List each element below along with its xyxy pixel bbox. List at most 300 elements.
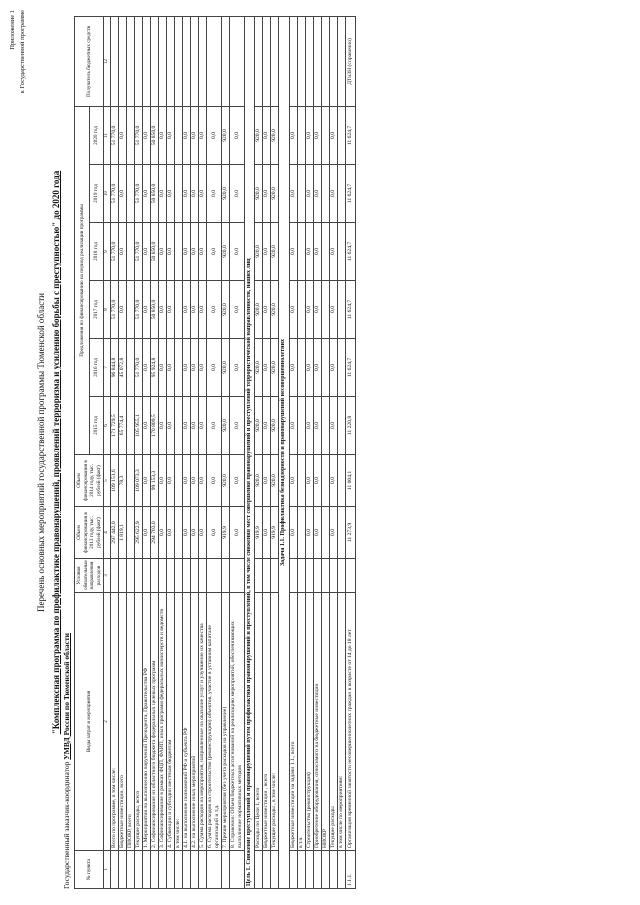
customer-label: Государственный заказчик-координатор: [62, 761, 71, 889]
row-value-cell: 0,0: [289, 507, 297, 559]
row-value-cell: 0,0: [230, 455, 245, 507]
appendix-line-1: Приложение 1: [9, 10, 16, 50]
row-value-cell: 0,0: [159, 397, 167, 455]
row-value-cell: 0,0: [305, 106, 313, 164]
row-name-cell: 1. Мероприятия по выполнению поручений Президента, Правительства РФ: [143, 593, 151, 851]
appendix-line-2: к Государственной программе: [19, 10, 27, 94]
row-value-cell: [321, 106, 329, 164]
row-number-cell: [175, 851, 183, 889]
table-row: [199, 16, 207, 888]
row-value-cell: 0,0: [329, 281, 337, 339]
table-row: [271, 16, 279, 888]
row-value-cell: 920,0: [222, 339, 230, 397]
row-value-cell: 0,0: [167, 455, 175, 507]
row-value-cell: 0,0: [329, 455, 337, 507]
row-number-cell: [151, 851, 159, 889]
row-value-cell: [337, 507, 345, 559]
header-y2017: 2017 год: [89, 281, 104, 339]
row-terms-cell: [199, 559, 207, 593]
row-value-cell: 11 624,7: [345, 281, 355, 339]
row-number-cell: [297, 851, 305, 889]
row-value-cell: 0,0: [329, 339, 337, 397]
goal-1-heading: Цель 1. Снижение преступлений и правонарушений путем профилактики правонарушений и преступлений, в том числе снижения мест совершения правонарушений и преступлений террористической направленности, наших лиц: [244, 16, 255, 888]
row-value-cell: [321, 223, 329, 281]
row-terms-cell: [127, 559, 135, 593]
row-value-cell: 0,0: [289, 281, 297, 339]
row-value-cell: 0,0: [305, 281, 313, 339]
table-row: [183, 16, 191, 888]
row-terms-cell: [305, 559, 313, 593]
row-value-cell: [297, 281, 305, 339]
row-number-cell: [207, 851, 222, 889]
table-row: [305, 16, 313, 888]
row-terms-cell: [297, 559, 305, 593]
row-value-cell: 51 770,0: [135, 223, 143, 281]
row-terms-cell: [151, 559, 159, 593]
row-value-cell: 0,0: [167, 507, 175, 559]
row-value-cell: 0,0: [159, 339, 167, 397]
row-number-cell: [329, 851, 337, 889]
title-line-1: Перечень основных мероприятий государственной программы Тюменской области: [36, 293, 46, 612]
row-value-cell: 0,0: [313, 507, 321, 559]
row-source-cell: [143, 16, 151, 106]
row-value-cell: [321, 165, 329, 223]
row-value-cell: 109 073,3: [135, 455, 143, 507]
table-row: [313, 16, 321, 888]
row-value-cell: 919,9: [255, 507, 263, 559]
row-value-cell: 109 151,6: [111, 455, 119, 507]
row-source-cell: [297, 16, 305, 106]
row-value-cell: 294 703,0: [151, 507, 159, 559]
table-row: [329, 16, 337, 888]
row-value-cell: [337, 223, 345, 281]
row-value-cell: 0,0: [191, 281, 199, 339]
row-value-cell: 170 809,5: [151, 397, 159, 455]
row-value-cell: 0,0: [313, 223, 321, 281]
row-value-cell: 0,0: [263, 281, 271, 339]
row-value-cell: [337, 106, 345, 164]
column-number-row: [104, 16, 111, 888]
row-value-cell: [321, 397, 329, 455]
row-value-cell: [321, 455, 329, 507]
table-row: [159, 16, 167, 888]
row-terms-cell: [313, 559, 321, 593]
row-value-cell: 0,0: [191, 223, 199, 281]
row-name-cell: Всего по программе, в том числе:: [111, 593, 119, 851]
row-value-cell: 920,0: [271, 455, 279, 507]
row-value-cell: [297, 106, 305, 164]
row-value-cell: 0,0: [263, 106, 271, 164]
row-value-cell: 0,0: [191, 507, 199, 559]
row-number-cell: [313, 851, 321, 889]
header-row-1: [75, 16, 90, 888]
header-forecast: Предложения по финансированию на период реализации программы: [75, 106, 90, 454]
row-number-cell: [127, 851, 135, 889]
header-y2020: 2020 год: [89, 106, 104, 164]
row-name-cell: Бюджетные инвестиции, всего: [119, 593, 127, 851]
column-number-cell: 4: [104, 507, 111, 559]
row-value-cell: 0,0: [143, 223, 151, 281]
row-value-cell: 99 153,3: [151, 455, 159, 507]
row-terms-cell: [159, 559, 167, 593]
row-value-cell: [127, 455, 135, 507]
row-value-cell: 78,3: [119, 455, 127, 507]
row-number-cell: [135, 851, 143, 889]
row-value-cell: 11 624,7: [345, 165, 355, 223]
row-source-cell: [111, 16, 119, 106]
row-number-cell: [321, 851, 329, 889]
column-number-cell: 1: [104, 851, 111, 889]
row-value-cell: 0,0: [305, 397, 313, 455]
goal-1-heading-row: [244, 16, 255, 888]
row-value-cell: 0,0: [289, 455, 297, 507]
row-value-cell: 50 850,0: [151, 281, 159, 339]
task-1-1-heading-row: [279, 16, 290, 888]
row-name-cell: 3. Софинансирование в рамках ФЦП, ФАИП, иных программ федеральных министерств и ведомств: [159, 593, 167, 851]
row-value-cell: [175, 223, 183, 281]
row-value-cell: 0,0: [305, 507, 313, 559]
row-name-cell: Бюджетные инвестиции , всего: [263, 593, 271, 851]
row-value-cell: 0,0: [143, 106, 151, 164]
row-name-cell: Строительство (реконструкция): [305, 593, 313, 851]
row-source-cell: ДТиЗН (справочно): [345, 16, 355, 106]
row-value-cell: 0,0: [183, 223, 191, 281]
row-value-cell: [127, 507, 135, 559]
row-number-cell: [191, 851, 199, 889]
row-source-cell: [199, 16, 207, 106]
row-source-cell: [271, 16, 279, 106]
table-row: [337, 16, 345, 888]
row-value-cell: 0,0: [167, 223, 175, 281]
column-number-cell: 6: [104, 397, 111, 455]
row-source-cell: [263, 16, 271, 106]
row-value-cell: [127, 223, 135, 281]
row-terms-cell: [183, 559, 191, 593]
row-number-cell: [289, 851, 297, 889]
row-value-cell: 0,0: [159, 165, 167, 223]
row-value-cell: 920,0: [222, 165, 230, 223]
row-value-cell: 0,0: [289, 223, 297, 281]
measures-table-wrap: [74, 17, 356, 889]
row-value-cell: 0,0: [143, 507, 151, 559]
column-number-cell: 12: [104, 16, 111, 106]
row-source-cell: [313, 16, 321, 106]
header-y2015: 2015 год: [89, 397, 104, 455]
table-row: [289, 16, 297, 888]
header-no: № пункта: [75, 851, 104, 889]
row-number-cell: [305, 851, 313, 889]
row-value-cell: 0,0: [159, 106, 167, 164]
row-value-cell: 0,0: [159, 507, 167, 559]
row-name-cell: ПИОКР, всего: [127, 593, 135, 851]
row-value-cell: [175, 165, 183, 223]
row-value-cell: 0,0: [199, 339, 207, 397]
row-terms-cell: [167, 559, 175, 593]
row-value-cell: 0,0: [167, 281, 175, 339]
row-value-cell: 0,0: [119, 281, 127, 339]
row-value-cell: [337, 455, 345, 507]
row-value-cell: 0,0: [167, 339, 175, 397]
row-value-cell: 0,0: [119, 106, 127, 164]
row-value-cell: 0,0: [119, 165, 127, 223]
row-value-cell: 0,0: [199, 281, 207, 339]
row-value-cell: 920,0: [222, 106, 230, 164]
row-name-cell: 7. Прочие мероприятия (без учета расходов на управление): [222, 593, 230, 851]
row-number-cell: 1.1.1.: [345, 851, 355, 889]
row-source-cell: [159, 16, 167, 106]
row-name-cell: 2. Софинансирование из областного бюджета федеральных целевых программ: [151, 593, 159, 851]
row-value-cell: 51 770,0: [135, 339, 143, 397]
row-value-cell: 0,0: [329, 223, 337, 281]
row-value-cell: 0,0: [167, 397, 175, 455]
row-value-cell: 0,0: [143, 339, 151, 397]
row-value-cell: [337, 281, 345, 339]
row-value-cell: 0,0: [199, 507, 207, 559]
row-value-cell: [321, 281, 329, 339]
customer-value: УМВД России по Тюменской области: [62, 633, 71, 760]
row-source-cell: [222, 16, 230, 106]
row-value-cell: 51 770,0: [111, 106, 119, 164]
table-row: [263, 16, 271, 888]
row-value-cell: 11 004,1: [345, 455, 355, 507]
row-value-cell: 0,0: [191, 165, 199, 223]
row-value-cell: 0,0: [167, 106, 175, 164]
row-source-cell: [337, 16, 345, 106]
row-value-cell: 0,0: [230, 281, 245, 339]
table-row: [175, 16, 183, 888]
row-value-cell: 96 844,8: [111, 339, 119, 397]
row-number-cell: [119, 851, 127, 889]
row-value-cell: 0,0: [183, 339, 191, 397]
row-value-cell: 0,0: [289, 106, 297, 164]
row-value-cell: [297, 397, 305, 455]
row-name-cell: 4. Субвенции и субсидии местным бюджетам: [167, 593, 175, 851]
table-row: [143, 16, 151, 888]
row-source-cell: [119, 16, 127, 106]
row-value-cell: [297, 339, 305, 397]
row-number-cell: [167, 851, 175, 889]
row-value-cell: [297, 507, 305, 559]
row-name-cell: 4.2. на выполнение иных мероприятий: [191, 593, 199, 851]
row-terms-cell: [255, 559, 263, 593]
row-value-cell: 1 819,1: [119, 507, 127, 559]
measures-table: [74, 16, 356, 889]
row-source-cell: [255, 16, 263, 106]
row-value-cell: [297, 165, 305, 223]
row-source-cell: [230, 16, 245, 106]
row-value-cell: 920,0: [255, 397, 263, 455]
row-terms-cell: [207, 559, 222, 593]
table-row: [255, 16, 263, 888]
row-number-cell: [199, 851, 207, 889]
row-value-cell: 0,0: [207, 507, 222, 559]
row-name-cell: Бюджетные инвестиции на задачи 1.1., всего: [289, 593, 297, 851]
row-value-cell: 65 774,4: [119, 397, 127, 455]
row-value-cell: 0,0: [199, 397, 207, 455]
row-value-cell: 0,0: [263, 165, 271, 223]
header-y2019: 2019 год: [89, 165, 104, 223]
row-value-cell: 920,0: [222, 455, 230, 507]
row-value-cell: 11 624,7: [345, 106, 355, 164]
row-value-cell: 11 624,7: [345, 339, 355, 397]
row-value-cell: 51 770,0: [111, 281, 119, 339]
table-row: [151, 16, 159, 888]
row-source-cell: [183, 16, 191, 106]
row-value-cell: 95 924,8: [151, 339, 159, 397]
row-value-cell: 920,0: [271, 165, 279, 223]
row-value-cell: 0,0: [207, 165, 222, 223]
row-value-cell: 920,0: [255, 223, 263, 281]
table-row: [191, 16, 199, 888]
row-name-cell: в том числе по мероприятиям:: [337, 593, 345, 851]
header-vol2014: Объем финансирования в 2014 году, тыс. рублей (факт): [75, 455, 104, 507]
row-number-cell: [230, 851, 245, 889]
row-value-cell: 11 624,7: [345, 223, 355, 281]
row-value-cell: 0,0: [289, 397, 297, 455]
header-y2018: 2018 год: [89, 223, 104, 281]
row-name-cell: Приобретение оборудования, относимого на бюджетные инвестиции: [313, 593, 321, 851]
row-value-cell: 105 955,1: [135, 397, 143, 455]
row-value-cell: [175, 339, 183, 397]
row-value-cell: 920,0: [255, 281, 263, 339]
column-number-cell: 3: [104, 559, 111, 593]
row-value-cell: 0,0: [305, 339, 313, 397]
row-value-cell: 920,0: [255, 165, 263, 223]
row-value-cell: 0,0: [207, 106, 222, 164]
row-value-cell: 0,0: [207, 397, 222, 455]
row-value-cell: 919,9: [222, 507, 230, 559]
column-number-cell: 8: [104, 281, 111, 339]
row-source-cell: [191, 16, 199, 106]
row-value-cell: 297 442,0: [111, 507, 119, 559]
row-source-cell: [175, 16, 183, 106]
row-terms-cell: [143, 559, 151, 593]
column-number-cell: 11: [104, 106, 111, 164]
row-name-cell: 8. Справочно: Объем бюджетных ассигнований на реализацию мероприятий, обеспечивающих выполнение нормативных методов: [230, 593, 245, 851]
row-value-cell: 50 850,0: [151, 223, 159, 281]
table-row: [119, 16, 127, 888]
row-value-cell: 11 273,9: [345, 507, 355, 559]
row-value-cell: 0,0: [329, 507, 337, 559]
row-value-cell: 0,0: [263, 223, 271, 281]
row-terms-cell: [175, 559, 183, 593]
row-value-cell: 0,0: [313, 339, 321, 397]
row-value-cell: 0,0: [289, 165, 297, 223]
row-value-cell: 295 622,9: [135, 507, 143, 559]
row-name-cell: Текущие расходы , в том числе:: [271, 593, 279, 851]
row-value-cell: [297, 223, 305, 281]
column-number-cell: 7: [104, 339, 111, 397]
row-name-cell: в т.ч.: [297, 593, 305, 851]
row-name-cell: 5. Сумма расходов на мероприятия, направленные на оказание услуг и улучшение их качества: [199, 593, 207, 851]
row-value-cell: [127, 165, 135, 223]
state-customer: [62, 633, 71, 889]
row-value-cell: [321, 507, 329, 559]
row-value-cell: 0,0: [143, 165, 151, 223]
row-source-cell: [167, 16, 175, 106]
row-value-cell: 0,0: [183, 281, 191, 339]
row-terms-cell: [135, 559, 143, 593]
row-name-cell: 6. Сумма расходов на строительство (реконструкцию) объектов, участие в уставном капитале организаций и т.д.: [207, 593, 222, 851]
row-source-cell: [305, 16, 313, 106]
row-name-cell: 4.1. на выполнение полномочий РФ и субъекта РФ: [183, 593, 191, 851]
row-terms-cell: [337, 559, 345, 593]
table-row: [230, 16, 245, 888]
row-value-cell: 45 072,8: [119, 339, 127, 397]
row-value-cell: 920,0: [271, 281, 279, 339]
row-name-cell: Текущие расходы, всего: [135, 593, 143, 851]
table-row: [111, 16, 119, 888]
row-value-cell: 0,0: [199, 106, 207, 164]
row-value-cell: 0,0: [329, 397, 337, 455]
row-value-cell: 920,0: [255, 106, 263, 164]
row-value-cell: 0,0: [230, 397, 245, 455]
row-value-cell: 51 770,0: [135, 106, 143, 164]
header-y2016: 2016 год: [89, 339, 104, 397]
table-row: [135, 16, 143, 888]
row-terms-cell: [271, 559, 279, 593]
row-value-cell: 0,0: [305, 165, 313, 223]
row-value-cell: 0,0: [305, 223, 313, 281]
header-name: Виды затрат и мероприятия: [75, 593, 104, 851]
row-value-cell: [175, 455, 183, 507]
row-value-cell: 0,0: [183, 106, 191, 164]
row-value-cell: 920,0: [255, 339, 263, 397]
row-value-cell: [175, 397, 183, 455]
row-terms-cell: [119, 559, 127, 593]
row-value-cell: 0,0: [263, 339, 271, 397]
row-source-cell: [127, 16, 135, 106]
row-name-cell: Текущие расходы: [329, 593, 337, 851]
row-value-cell: [337, 397, 345, 455]
table-row: [345, 16, 355, 888]
row-value-cell: 11 220,8: [345, 397, 355, 455]
column-number-cell: 5: [104, 455, 111, 507]
row-terms-cell: [345, 559, 355, 593]
table-row: [167, 16, 175, 888]
row-terms-cell: [230, 559, 245, 593]
row-value-cell: 0,0: [329, 165, 337, 223]
row-value-cell: 920,0: [222, 397, 230, 455]
row-value-cell: 0,0: [230, 339, 245, 397]
row-value-cell: [175, 507, 183, 559]
row-number-cell: [111, 851, 119, 889]
row-terms-cell: [329, 559, 337, 593]
row-source-cell: [329, 16, 337, 106]
row-value-cell: 0,0: [230, 106, 245, 164]
row-value-cell: 51 770,0: [135, 165, 143, 223]
row-number-cell: [183, 851, 191, 889]
row-value-cell: 0,0: [199, 455, 207, 507]
row-value-cell: 0,0: [230, 223, 245, 281]
row-value-cell: 0,0: [191, 106, 199, 164]
row-value-cell: 0,0: [183, 455, 191, 507]
row-value-cell: 0,0: [230, 165, 245, 223]
row-value-cell: 0,0: [263, 455, 271, 507]
row-value-cell: 920,0: [271, 339, 279, 397]
row-value-cell: 0,0: [313, 455, 321, 507]
row-source-cell: [289, 16, 297, 106]
task-1-1-heading: Задача 1.1. Профилактика безнадзорности и правонарушений несовершеннолетних: [279, 16, 290, 888]
row-value-cell: 0,0: [143, 281, 151, 339]
row-value-cell: 0,0: [313, 281, 321, 339]
row-terms-cell: [111, 559, 119, 593]
row-value-cell: [337, 165, 345, 223]
table-row: [297, 16, 305, 888]
row-value-cell: 920,0: [271, 106, 279, 164]
row-value-cell: [127, 339, 135, 397]
table-row: [207, 16, 222, 888]
